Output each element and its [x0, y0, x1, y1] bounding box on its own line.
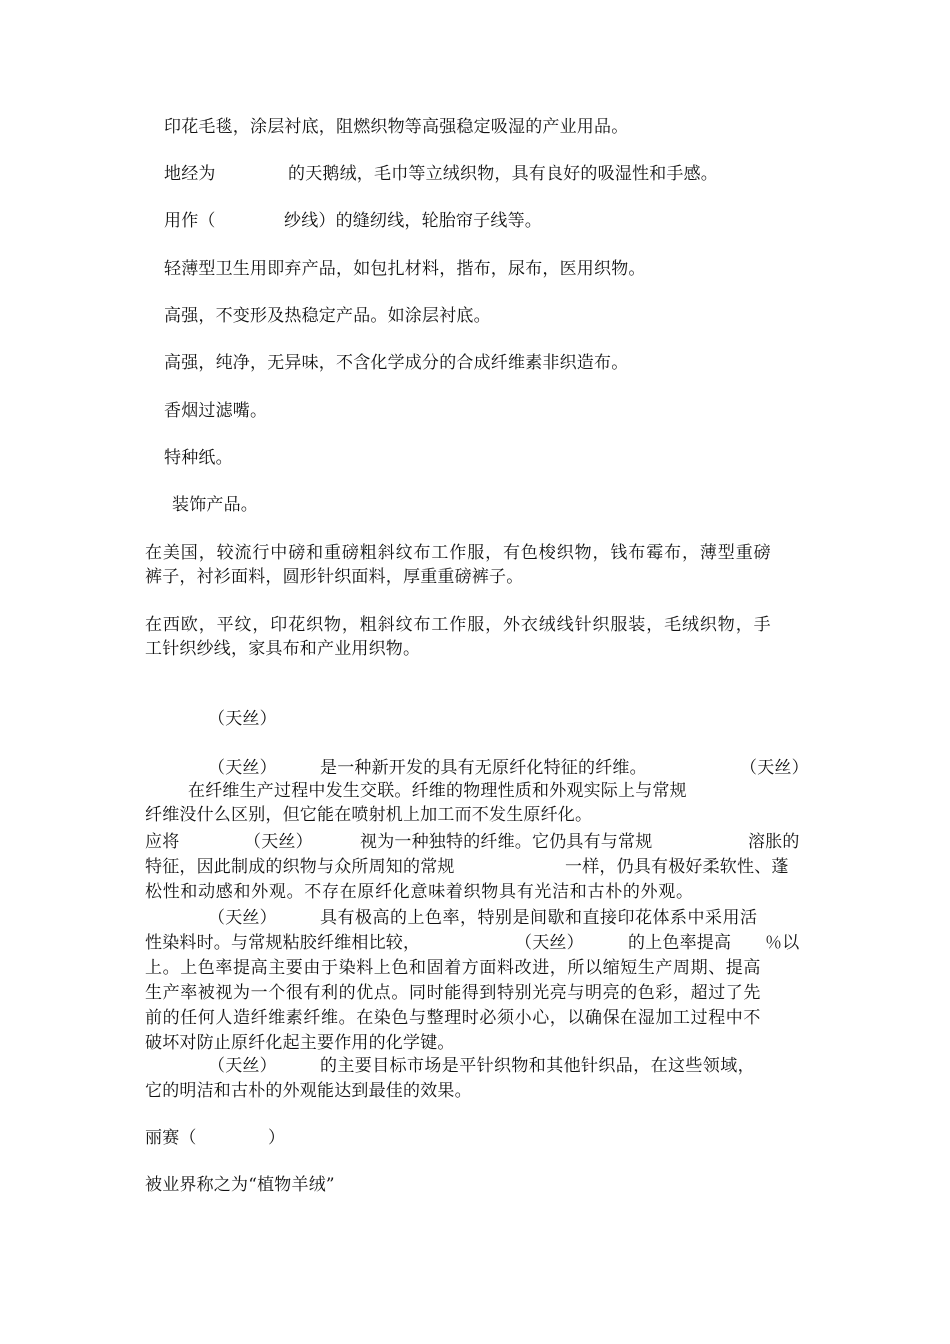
- tencel-text: 上。上色率提高主要由于染料上色和固着方面料改进，所以缩短生产周期、提高: [145, 958, 761, 978]
- tencel-text: 特征，因此制成的织物与众所周知的常规: [145, 857, 455, 877]
- tencel-text: 是一种新开发的具有无原纤化特征的纤维。: [320, 758, 647, 778]
- tencel-text: 一样，仍具有极好柔软性、蓬: [565, 857, 789, 877]
- tencel-text: 松性和动感和外观。不存在原纤化意味着织物具有光洁和古朴的外观。: [145, 882, 694, 902]
- use-item-cont: 纱线）的缝纫线，轮胎帘子线等。: [284, 211, 542, 231]
- use-item-cont: 的天鹅绒，毛巾等立绒织物，具有良好的吸湿性和手感。: [288, 164, 718, 184]
- tencel-text: 它的明洁和古朴的外观能达到最佳的效果。: [145, 1081, 472, 1101]
- use-item: 用作（: [164, 211, 216, 231]
- tencel-text: （天丝）: [740, 758, 809, 778]
- tencel-text: ％以: [765, 933, 800, 953]
- tencel-text: （天丝）: [208, 758, 277, 778]
- tencel-text: 生产率被视为一个很有利的优点。同时能得到特别光亮与明亮的色彩，超过了先: [145, 983, 761, 1003]
- tencel-text: 破坏对防止原纤化起主要作用的化学键。: [145, 1033, 455, 1053]
- tencel-text: 在纤维生产过程中发生交联。纤维的物理性质和外观实际上与常规: [188, 781, 687, 801]
- use-item: 香烟过滤嘴。: [164, 401, 268, 421]
- section-heading-lyocell-close: ）: [268, 1128, 286, 1148]
- tencel-text: 的上色率提高: [628, 933, 732, 953]
- tencel-text: （天丝）: [208, 1056, 277, 1076]
- use-item: 高强，纯净，无异味，不含化学成分的合成纤维素非织造布。: [164, 353, 629, 373]
- tencel-text: 具有极高的上色率，特别是间歇和直接印花体系中采用活: [320, 908, 758, 928]
- tencel-text: 性染料时。与常规粘胶纤维相比较，: [145, 933, 421, 953]
- tencel-text: 前的任何人造纤维素纤维。在染色与整理时必须小心，以确保在湿加工过程中不: [145, 1008, 761, 1028]
- market-eu-line: 工针织纱线，家具布和产业用织物。: [145, 639, 421, 659]
- use-item: 印花毛毯，涂层衬底，阻燃织物等高强稳定吸湿的产业用品。: [164, 117, 629, 137]
- section-heading-lyocell: 丽赛（: [145, 1128, 197, 1148]
- tencel-text: 纤维没什么区别，但它能在喷射机上加工而不发生原纤化。: [145, 805, 593, 825]
- use-item: 轻薄型卫生用即弃产品，如包扎材料，揩布，尿布，医用织物。: [164, 259, 646, 279]
- market-us-line: 裤子，衬衫面料，圆形针织面料，厚重重磅裤子。: [145, 567, 524, 587]
- tencel-text: 应将: [145, 832, 180, 852]
- section-heading-tencel: （天丝）: [208, 709, 277, 729]
- market-eu-line: 在西欧，平纹，印花织物，粗斜纹布工作服，外衣绒线针织服装，毛绒织物，手: [145, 615, 772, 635]
- use-item: 高强，不变形及热稳定产品。如涂层衬底。: [164, 306, 491, 326]
- tencel-text: （天丝）: [244, 832, 313, 852]
- use-item: 特种纸。: [164, 448, 233, 468]
- use-item: 装饰产品。: [172, 495, 258, 515]
- use-item: 地经为: [164, 164, 216, 184]
- lyocell-text: 被业界称之为“植物羊绒”: [145, 1175, 335, 1195]
- tencel-text: 的主要目标市场是平针织物和其他针织品，在这些领域，: [320, 1056, 755, 1076]
- tencel-text: 溶胀的: [748, 832, 800, 852]
- market-us-line: 在美国，较流行中磅和重磅粗斜纹布工作服，有色梭织物，钱布霉布，薄型重磅: [145, 543, 772, 563]
- tencel-text: （天丝）: [515, 933, 584, 953]
- tencel-text: （天丝）: [208, 908, 277, 928]
- tencel-text: 视为一种独特的纤维。它仍具有与常规: [360, 832, 653, 852]
